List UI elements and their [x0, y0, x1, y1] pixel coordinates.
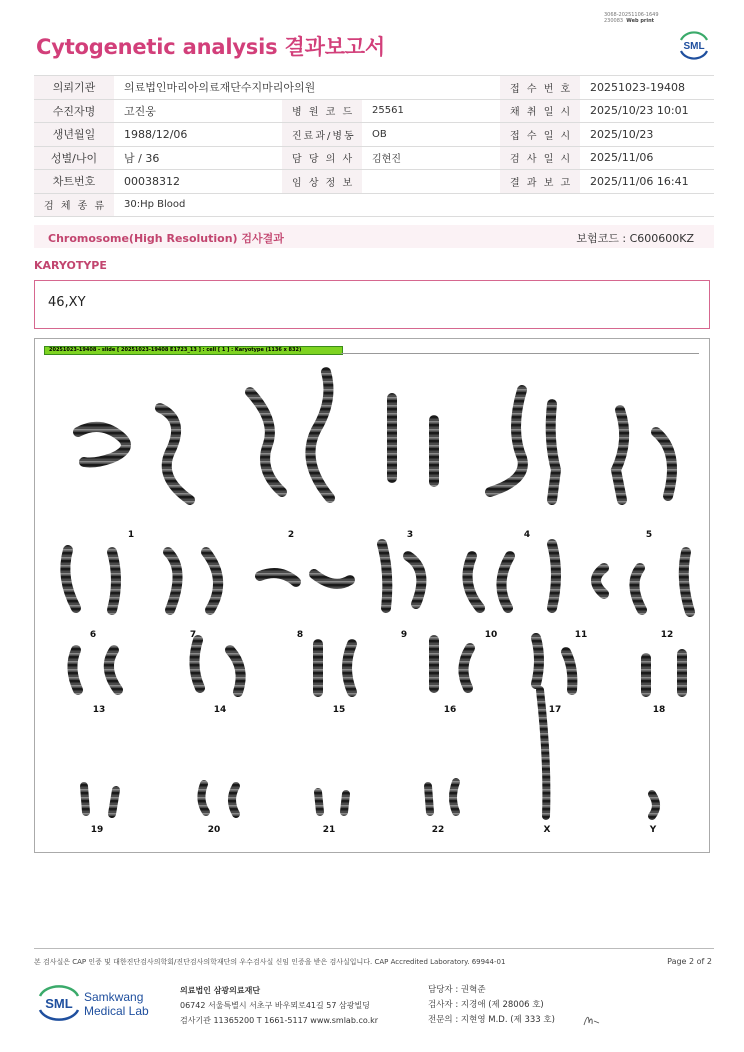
chromosome-label: 16 [443, 705, 457, 715]
logo-text: SML [683, 41, 705, 52]
info-label: 검 사 일 시 [500, 146, 580, 170]
info-value: 고진웅 [114, 99, 282, 123]
info-label: 차트번호 [34, 170, 114, 194]
karyotype-label: KARYOTYPE [34, 259, 107, 272]
info-value: 의료법인마리아의료재단수지마리아의원 [114, 76, 500, 100]
chromosome-shape [428, 786, 430, 812]
chromosome-shape [552, 544, 556, 608]
chromosome-shape [112, 552, 116, 610]
chromosome-shape [78, 427, 126, 463]
chromosome-label: 3 [406, 530, 414, 540]
chromosome-shape [260, 573, 296, 582]
chromosome-label: 1 [127, 530, 135, 540]
chromosome-shape [453, 782, 456, 812]
chromosome-shape [684, 552, 690, 612]
staff-info: 담당자 : 권혁준 검사자 : 지경애 (제 28006 호) 전문의 : 지현영 M.D. (제 333 호) [428, 985, 555, 1025]
info-label: 병 원 코 드 [282, 99, 362, 123]
info-value: OB [362, 123, 500, 147]
info-value: 25561 [362, 99, 500, 123]
info-label: 진료과/병동 [282, 123, 362, 147]
info-label: 생년월일 [34, 123, 114, 147]
chromosome-shape [318, 792, 320, 812]
chromosome-label: 2 [287, 530, 295, 540]
info-value: 2025/10/23 10:01 [580, 99, 714, 123]
section-title: Chromosome(High Resolution) 검사결과 [48, 232, 284, 245]
chromosome-label: Y [649, 825, 657, 835]
report-title: Cytogenetic analysis 결과보고서 [36, 35, 385, 59]
signature-icon [582, 1012, 602, 1028]
chromosome-label: 7 [189, 630, 197, 640]
chromosome-shape [596, 568, 604, 594]
chromosome-shape [206, 552, 218, 610]
chromosome-shape [194, 640, 200, 688]
chromosome-shape [551, 404, 556, 500]
accreditation-note: 본 검사실은 CAP 인증 및 대한진단검사의학회/진단검사의학재단의 우수검사실 신임 인증을 받은 검사실입니다. CAP Accredited Laboratory. 69944-01 [34, 958, 506, 966]
chromosome-label: 21 [322, 825, 336, 835]
specimen-label: 검 체 종 류 [34, 193, 114, 217]
specimen-value: 30:Hp Blood [114, 193, 714, 217]
chromosome-shape [463, 648, 470, 688]
chromosome-shape [310, 372, 330, 498]
chromosome-label: 12 [660, 630, 674, 640]
info-label: 임 상 정 보 [282, 170, 362, 194]
chromosome-shape [160, 408, 190, 500]
info-label: 담 당 의 사 [282, 146, 362, 170]
karyogram-header-text: 20251023-19408 - slide [ 20251023-19408 E1723_13 ] : cell [ 1 ] : Karyotype (1136 x 832) [49, 347, 302, 353]
chromosome-shape [168, 552, 178, 610]
footer-divider [34, 948, 714, 949]
chromosome-label: 22 [431, 825, 445, 835]
chromosome-label: 19 [90, 825, 104, 835]
chromosome-shape [344, 794, 346, 812]
chromosome-shape [468, 556, 481, 608]
chromosome-label: 18 [652, 705, 666, 715]
info-label: 채 취 일 시 [500, 99, 580, 123]
chromosome-shape [109, 650, 118, 690]
chromosome-shape [347, 644, 352, 692]
chromosome-shape [652, 794, 656, 816]
chromosome-label: X [543, 825, 551, 835]
info-value: 2025/11/06 [580, 146, 714, 170]
info-label: 성별/나이 [34, 146, 114, 170]
chromosome-shape [382, 544, 387, 608]
chromosome-label: 14 [213, 705, 227, 715]
chromosome-shape [536, 638, 539, 684]
chromosome-label: 9 [400, 630, 408, 640]
info-value: 남 / 36 [114, 146, 282, 170]
chromosome-shape [232, 786, 236, 814]
chromosome-label: 4 [523, 530, 531, 540]
chromosome-shape [230, 650, 241, 692]
info-value: 20251023-19408 [580, 76, 714, 100]
chromosome-label: 15 [332, 705, 346, 715]
chromosome-shape [72, 650, 78, 690]
page-number: Page 2 of 2 [667, 957, 712, 966]
info-value: 1988/12/06 [114, 123, 282, 147]
chromosome-shape [656, 432, 672, 496]
info-value: 00038312 [114, 170, 282, 194]
chromosome-label: 8 [296, 630, 304, 640]
svg-text:Samkwang: Samkwang [84, 990, 144, 1004]
chromosome-label: 5 [645, 530, 653, 540]
svg-text:SML: SML [45, 996, 73, 1011]
samkwang-logo-icon [36, 980, 152, 1026]
info-label: 접 수 번 호 [500, 76, 580, 100]
info-label: 수진자명 [34, 99, 114, 123]
chromosome-shape [408, 556, 421, 604]
info-label: 의뢰기관 [34, 76, 114, 100]
report-code: 3068-20251106-1649 230083 Web print [604, 12, 659, 24]
chromosome-shape [634, 568, 642, 610]
chromosome-label: 13 [92, 705, 106, 715]
chromosome-shape [540, 690, 546, 816]
chromosome-shape [84, 786, 86, 812]
chromosome-shape [201, 784, 206, 812]
chromosome-shape [112, 790, 116, 814]
insurance-code: 보험코드 : C600600KZ [576, 232, 694, 245]
chromosome-shape [250, 392, 282, 492]
info-value: 2025/10/23 [580, 123, 714, 147]
chromosome-label: 20 [207, 825, 221, 835]
info-value: 2025/11/06 16:41 [580, 170, 714, 194]
chromosome-label: 6 [89, 630, 97, 640]
info-label: 결 과 보 고 [500, 170, 580, 194]
chromosome-label: 10 [484, 630, 498, 640]
chromosome-label: 17 [548, 705, 562, 715]
chromosome-shape [616, 410, 624, 500]
svg-text:Medical Lab: Medical Lab [84, 1004, 149, 1018]
chromosome-shape [566, 652, 572, 690]
info-value: 김현진 [362, 146, 500, 170]
chromosome-shape [490, 390, 523, 492]
info-label: 접 수 일 시 [500, 123, 580, 147]
chromosome-shape [314, 574, 350, 584]
chromosome-shape [65, 550, 76, 608]
chromosome-label: 11 [574, 630, 588, 640]
organization-info: 의료법인 삼광의료재단 06742 서울특별시 서초구 바우뫼로41길 57 삼광빌딩 검사기관 11365200 T 1661-5117 www.smlab.co.kr [180, 986, 379, 1025]
chromosome-shape [501, 556, 510, 608]
karyotype-value: 46,XY [48, 295, 86, 310]
